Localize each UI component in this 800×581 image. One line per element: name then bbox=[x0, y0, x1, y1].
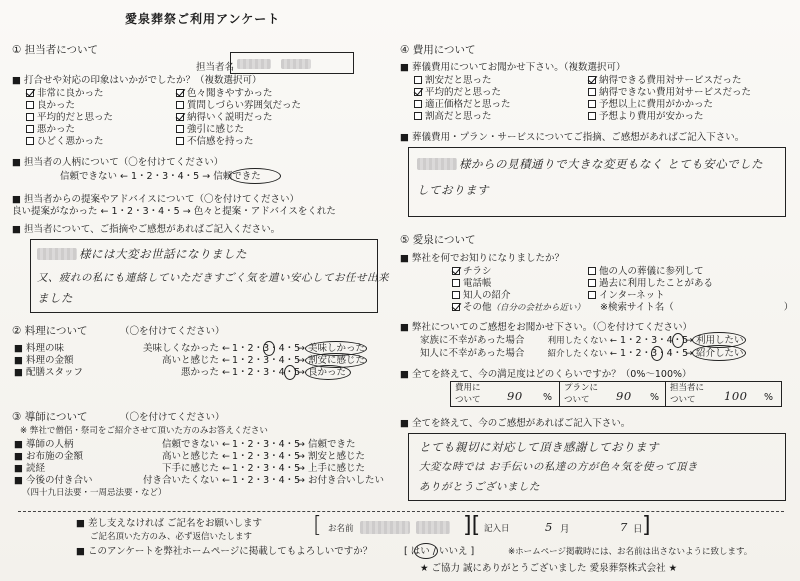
s5-r1-scale[interactable]: 1・2・3・4・5 bbox=[620, 335, 689, 346]
redacted-name bbox=[360, 521, 410, 534]
s1-opt[interactable]: 非常に良かった bbox=[26, 88, 104, 100]
s4-q1: ■ 葬儀費用についてお聞かせ下さい。（複数選択可） bbox=[400, 62, 626, 73]
s5-r1-right: → 利用したい bbox=[685, 335, 744, 346]
answer-circle bbox=[284, 365, 296, 380]
s3-foot: （四十九日法要・一周忌法要・など） bbox=[22, 488, 167, 498]
s5-r2-label: 知人に不幸があった場合 bbox=[420, 348, 525, 359]
handwritten-comment: ました bbox=[37, 291, 73, 305]
s3-sub: ※ 弊社で僧侶・祭司をご紹介させて頂いた方のみお答えください bbox=[20, 426, 268, 436]
s4-opt[interactable]: 納得できない費用対サービスだった bbox=[588, 87, 751, 99]
answer-circle bbox=[414, 543, 438, 559]
s5-opt[interactable]: 過去に利用したことがある bbox=[588, 278, 713, 290]
sat-cell-cost[interactable]: 費用に ついて 90 % bbox=[450, 381, 560, 407]
handwritten-comment: 様からの見積通りで大きな変更もなく とても安心でした bbox=[459, 157, 764, 171]
s3-row-right: → 割安と感じた bbox=[297, 451, 365, 462]
s4-opt[interactable]: 予想以上に費用がかかった bbox=[588, 99, 713, 111]
search-site-field[interactable]: ※検索サイト名（ ） bbox=[600, 302, 794, 313]
thanks-line: ★ ご協力 誠にありがとうございました 愛泉葬祭株式会社 ★ bbox=[420, 563, 678, 574]
s4-q2: ■ 葬儀費用・プラン・サービスについてご指摘、ご感想があればご記入下さい。 bbox=[400, 132, 745, 143]
footer-q1: ■ 差し支えなければ ご記名をお願いします bbox=[76, 518, 263, 529]
s5-opt[interactable]: その他（自分の会社から近い） bbox=[452, 302, 585, 314]
s5-r2-scale[interactable]: 1・2・3・4・5 bbox=[620, 348, 689, 359]
s1-opt[interactable]: 不信感を持った bbox=[176, 136, 254, 148]
s1-comment-box[interactable] bbox=[30, 239, 389, 313]
s4-opt[interactable]: 平均的だと思った bbox=[414, 87, 501, 99]
s3-note: （〇を付けてください） bbox=[120, 412, 225, 423]
bracket-open: [ bbox=[313, 513, 322, 538]
s1-q2-scale[interactable]: 信頼できない ← 1・2・3・4・5 → 信頼できた bbox=[60, 171, 261, 182]
sat-cell-plan[interactable]: プランに ついて 90 % bbox=[560, 381, 666, 407]
s1-q1: ■ 打合せや対応の印象はいかがでしたか？（複数選択可） bbox=[12, 75, 262, 86]
s1-opt[interactable]: 納得いく説明だった bbox=[176, 112, 273, 124]
redacted-name bbox=[417, 158, 457, 170]
section-4-heading: ④ 費用について bbox=[400, 44, 476, 56]
s1-opt[interactable]: ひどく悪かった bbox=[26, 136, 104, 148]
redacted-name bbox=[237, 59, 271, 69]
section-2-heading: ② 料理について bbox=[12, 325, 88, 337]
s5-opt[interactable]: 電話帳 bbox=[452, 278, 492, 290]
answer-circle bbox=[672, 333, 684, 348]
handwritten-comment: ありがとうございました bbox=[419, 481, 540, 493]
staff-name-label: 担当者名 bbox=[196, 62, 235, 73]
s1-opt[interactable]: 良かった bbox=[26, 100, 75, 112]
section-1-heading: ① 担当者について bbox=[12, 44, 99, 56]
s3-row-right: → 上手に感じた bbox=[297, 463, 365, 474]
handwritten-comment: 様には大変お世話になりました bbox=[79, 247, 247, 261]
s2-row-left: 美味しくなかった ← bbox=[143, 343, 230, 354]
handwritten-comment: 又、疲れの私にも連絡していただきすごく気を遣い安心してお任せ出来 bbox=[37, 272, 389, 284]
survey-title: 愛泉葬祭ご利用アンケート bbox=[125, 12, 281, 26]
s3-row-scale[interactable]: 1・2・3・4・5 bbox=[232, 451, 301, 462]
s1-opt[interactable]: 強引に感じた bbox=[176, 124, 244, 136]
section-5-heading: ⑤ 愛泉について bbox=[400, 234, 476, 246]
redacted-name bbox=[281, 59, 311, 69]
date-day[interactable]: 7 bbox=[620, 520, 628, 534]
footer-q2-note: ※ホームページ掲載時には、お名前は出さないように致します。 bbox=[508, 547, 753, 557]
date-label: 記入日 bbox=[484, 524, 510, 534]
s1-opt[interactable]: 平均的だと思った bbox=[26, 112, 113, 124]
s5-r2-right: → 紹介したい bbox=[685, 348, 744, 359]
handwritten-comment: しております bbox=[417, 183, 489, 197]
checkbox-checked[interactable] bbox=[26, 89, 34, 97]
s5-r2-left: 紹介したくない ← bbox=[547, 349, 617, 359]
section-3-heading: ③ 導師について bbox=[12, 411, 88, 423]
s3-row-scale[interactable]: 1・2・3・4・5 bbox=[232, 463, 301, 474]
s3-row-left: 付き合いたくない ← bbox=[143, 475, 230, 486]
s2-row-left: 高いと感じた ← bbox=[162, 355, 230, 366]
handwritten-comment: とても親切に対応して頂き感謝しております bbox=[419, 440, 659, 454]
footer-q1-sub: ご記名頂いた方のみ、必ず返信いたします bbox=[90, 532, 253, 542]
s3-row-label: ■ お布施の金額 bbox=[14, 451, 84, 462]
bracket-close: ] bbox=[642, 513, 651, 538]
s5-q3: ■ 全てを終えて、今の満足度はどのくらいですか？（0%〜100%） bbox=[400, 369, 692, 380]
publish-choice[interactable]: [ はい / いいえ ] bbox=[404, 546, 475, 557]
s5-comment-box[interactable] bbox=[408, 433, 786, 501]
s4-comment-box[interactable] bbox=[408, 147, 786, 217]
s2-row-right: → 良かった bbox=[297, 367, 346, 378]
s2-row-label: ■ 料理の金額 bbox=[14, 355, 74, 366]
answer-circle bbox=[651, 346, 663, 361]
footer-divider bbox=[18, 511, 784, 512]
s5-opt[interactable]: チラシ bbox=[452, 266, 492, 278]
s4-opt[interactable]: 割高だと思った bbox=[414, 111, 492, 123]
s3-row-scale[interactable]: 1・2・3・4・5 bbox=[232, 439, 301, 450]
answer-circle bbox=[263, 341, 275, 356]
s1-opt[interactable]: 悪かった bbox=[26, 124, 75, 136]
s3-row-label: ■ 導師の人柄 bbox=[14, 439, 74, 450]
day-unit: 日 bbox=[633, 524, 643, 535]
answer-circle bbox=[692, 345, 746, 361]
s2-row-right: → 割安に感じた bbox=[297, 355, 365, 366]
redacted-name bbox=[37, 248, 77, 260]
s2-note: （〇を付けてください） bbox=[120, 326, 225, 337]
answer-circle bbox=[229, 168, 281, 184]
name-label: お名前 bbox=[328, 524, 354, 534]
s2-row-scale[interactable]: 1・2・3・4・5 bbox=[232, 367, 301, 378]
staff-name-field[interactable] bbox=[230, 52, 354, 74]
s5-opt[interactable]: 他の人の葬儀に参列して bbox=[588, 266, 704, 278]
s5-r1-label: 家族に不幸があった場合 bbox=[420, 335, 525, 346]
choice-no[interactable]: いいえ bbox=[439, 546, 468, 557]
answer-circle bbox=[305, 365, 351, 380]
choice-yes[interactable]: はい bbox=[410, 546, 430, 557]
s2-row-scale[interactable]: 1・2・3・4・5 bbox=[232, 355, 301, 366]
s1-q3-scale[interactable]: 良い提案がなかった ← 1・2・3・4・5 → 色々と提案・アドバイスをくれた bbox=[12, 206, 336, 217]
s3-row-right: → お付き合いしたい bbox=[297, 475, 384, 486]
s3-row-label: ■ 読経 bbox=[14, 463, 46, 474]
s1-opt[interactable]: 質問しづらい雰囲気だった bbox=[176, 100, 301, 112]
s1-q2: ■ 担当者の人柄について（〇を付けてください） bbox=[12, 157, 224, 168]
bracket-mid: ][ bbox=[463, 513, 481, 538]
s3-row-left: 高いと感じた ← bbox=[162, 451, 230, 462]
s3-row-left: 下手に感じた ← bbox=[162, 463, 230, 474]
date-month[interactable]: 5 bbox=[545, 520, 553, 534]
s1-opt[interactable]: 色々聞きやすかった bbox=[176, 88, 273, 100]
s5-q4: ■ 全てを終えて、今のご感想があればご記入下さい。 bbox=[400, 418, 631, 429]
s1-q4: ■ 担当者について、ご指摘やご感想があればご記入ください。 bbox=[12, 224, 281, 235]
s3-row-label: ■ 今後の付き合い bbox=[14, 475, 93, 486]
s2-row-left: 悪かった ← bbox=[181, 367, 230, 378]
handwritten-comment: 大変な時では お手伝いの私達の方が色々気を使って頂き bbox=[419, 461, 698, 473]
s5-q1: ■ 弊社を何でお知りになりましたか？ bbox=[400, 253, 564, 264]
s5-opt[interactable]: 知人の紹介 bbox=[452, 290, 511, 302]
s4-opt[interactable]: 割安だと思った bbox=[414, 75, 492, 87]
s3-row-scale[interactable]: 1・2・3・4・5 bbox=[232, 475, 301, 486]
s2-row-label: ■ 料理の味 bbox=[14, 343, 65, 354]
month-unit: 月 bbox=[560, 524, 570, 535]
s3-row-right: → 信頼できた bbox=[297, 439, 356, 450]
s4-opt[interactable]: 適正価格だと思った bbox=[414, 99, 511, 111]
s4-opt[interactable]: 納得できる費用対サービスだった bbox=[588, 75, 742, 87]
s5-opt[interactable]: インターネット bbox=[588, 290, 665, 302]
s1-q3: ■ 担当者からの提案やアドバイスについて（〇を付けてください） bbox=[12, 194, 300, 205]
redacted-name bbox=[416, 521, 450, 534]
s5-r1-left: 利用したくない ← bbox=[547, 336, 617, 346]
s2-row-label: ■ 配膳スタッフ bbox=[14, 367, 84, 378]
s4-opt[interactable]: 予想より費用が安かった bbox=[588, 111, 704, 123]
footer-q2: ■ このアンケートを弊社ホームページに掲載してもよろしいですか？ bbox=[76, 546, 373, 557]
s2-row-right: → 美味しかった bbox=[297, 343, 365, 354]
s5-q2: ■ 弊社についてのご感想をお聞かせ下さい。（〇を付けてください） bbox=[400, 322, 693, 333]
sat-cell-staff[interactable]: 担当者に ついて 100 % bbox=[666, 381, 782, 407]
s3-row-left: 信頼できない ← bbox=[162, 439, 230, 450]
s2-row-scale[interactable]: 1・2・3・4・5 bbox=[232, 343, 301, 354]
